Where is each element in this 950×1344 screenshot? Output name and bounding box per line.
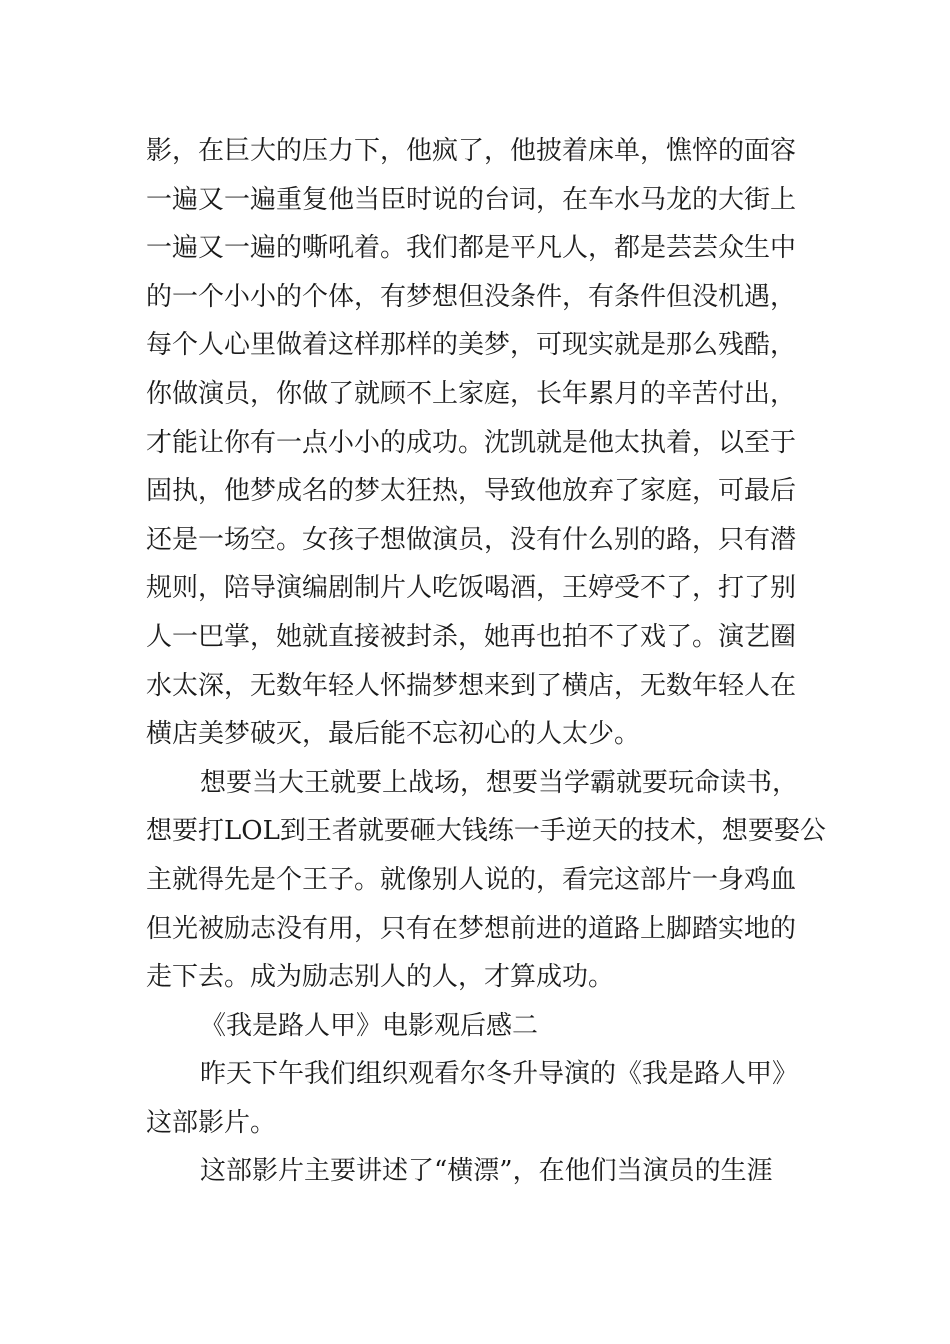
text-line: 还是一场空。女孩子想做演员，没有什么别的路，只有潜 <box>146 524 797 555</box>
section-heading <box>146 1002 818 1051</box>
paragraph <box>146 759 826 1002</box>
text-line: 昨天下午我们组织观看尔冬升导演的《我是路人甲》 <box>200 1059 799 1090</box>
paragraph <box>146 1050 818 1147</box>
text-line: 这部影片。 <box>146 1107 277 1138</box>
text-line: 想要当大王就要上战场，想要当学霸就要玩命读书， <box>200 767 799 798</box>
text-line: 固执，他梦成名的梦太狂热，导致他放弃了家庭，可最后 <box>146 476 797 507</box>
text-line: 才能让你有一点小小的成功。沈凯就是他太执着，以至于 <box>146 427 797 458</box>
body-text <box>146 127 826 1196</box>
text-line: 这部影片主要讲述了“横漂”，在他们当演员的生涯 <box>200 1156 773 1187</box>
text-line: 但光被励志没有用，只有在梦想前进的道路上脚踏实地的 <box>146 913 797 944</box>
text-line: 水太深，无数年轻人怀揣梦想来到了横店，无数年轻人在 <box>146 670 797 701</box>
paragraph <box>146 1147 818 1196</box>
text-line: 的一个小小的个体，有梦想但没条件，有条件但没机遇， <box>146 281 797 312</box>
text-line: 一遍又一遍重复他当臣时说的台词，在车水马龙的大街上 <box>146 184 797 215</box>
text-line: 规则，陪导演编剧制片人吃饭喝酒，王婷受不了，打了别 <box>146 573 797 604</box>
text-line: 你做演员，你做了就顾不上家庭，长年累月的辛苦付出， <box>146 378 797 409</box>
text-line: 每个人心里做着这样那样的美梦，可现实就是那么残酷， <box>146 330 797 361</box>
text-line: 一遍又一遍的嘶吼着。我们都是平凡人，都是芸芸众生中 <box>146 233 797 264</box>
text-line: 走下去。成为励志别人的人，才算成功。 <box>146 962 615 993</box>
text-line: 影，在巨大的压力下，他疯了，他披着床单，憔悴的面容 <box>146 136 797 166</box>
text-line: 人一巴掌，她就直接被封杀，她再也拍不了戏了。演艺圈 <box>146 621 797 652</box>
paragraph <box>146 127 818 759</box>
text-line: 横店美梦破灭，最后能不忘初心的人太少。 <box>146 719 641 750</box>
text-line: 主就得先是个王子。就像别人说的，看完这部片一身鸡血 <box>146 864 797 895</box>
text-line: 《我是路人甲》电影观后感二 <box>200 1010 539 1041</box>
text-line: 想要打LOL到王者就要砸大钱练一手逆天的技术，想要娶公 <box>146 816 826 847</box>
